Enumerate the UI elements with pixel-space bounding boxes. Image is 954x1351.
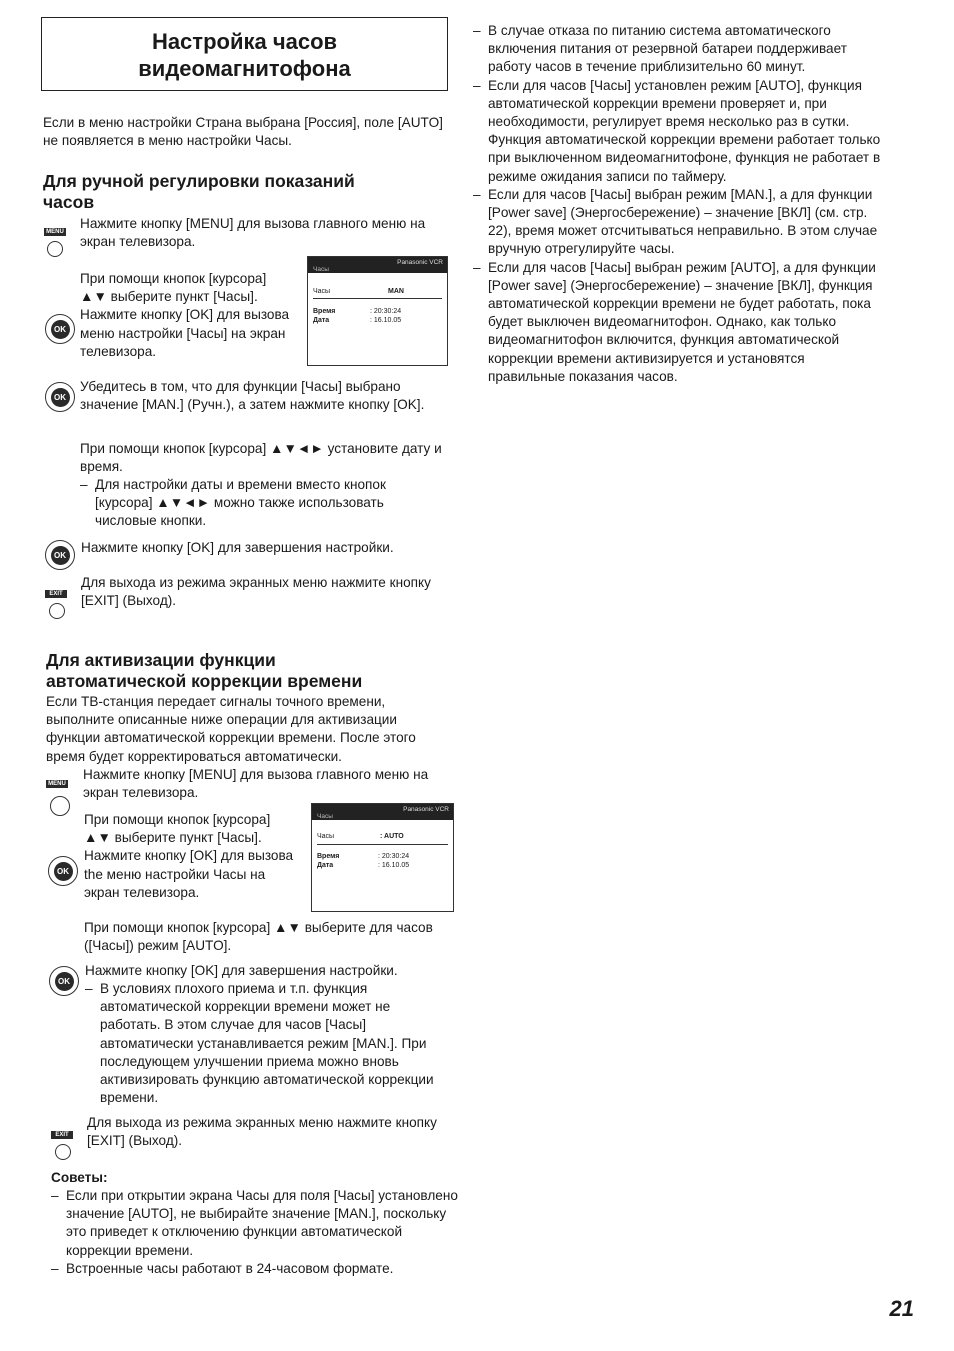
screen-row2-label: Время — [313, 308, 336, 315]
exit-key-label: EXIT — [51, 1131, 73, 1139]
manual-step-5: Нажмите кнопку [OK] для завершения настройки. — [81, 540, 394, 555]
screen-row1-value: MAN — [388, 288, 404, 295]
ok-key-label: OK — [51, 320, 70, 339]
manual-step-4-note: – Для настройки даты и времени вместо кнопок [курсора] ▲▼◄► можно также использовать числовые кнопки. — [80, 476, 440, 531]
screen-row3-label: Дата — [317, 862, 334, 869]
screen-divider — [317, 844, 448, 845]
tips-list — [51, 1187, 463, 1278]
right-note-text: Если для часов [Часы] установлен режим [AUTO], функция автоматической коррекции времени проверяет и, при необходимости, регулирует время несколько раз в сутки. — [488, 77, 862, 130]
right-column-notes — [473, 22, 883, 386]
auto-step-4: Нажмите кнопку [OK] для завершения настройки. — [85, 963, 398, 978]
ok-button-icon — [48, 856, 78, 886]
manual-heading-line-2: часов — [43, 192, 95, 212]
page-number: 21 — [889, 1296, 914, 1321]
ok-key-label: OK — [54, 862, 73, 881]
menu-key-label: MENU — [46, 780, 68, 788]
screen-header — [312, 804, 453, 820]
screen-row2-value: : 20:30:24 — [370, 308, 402, 315]
auto-step-4-notes — [85, 980, 450, 1107]
auto-step-1: Нажмите кнопку [MENU] для вызова главного меню на экран телевизора. — [83, 767, 429, 801]
exit-key-label: EXIT — [45, 590, 67, 598]
menu-key-label: MENU — [44, 228, 66, 236]
intro-text: Если в меню настройки Страна выбрана [Россия], поле [AUTO] не появляется в меню настройки Часы. — [43, 115, 443, 149]
ok-button-icon — [45, 382, 75, 412]
screen-row1-value: : AUTO — [380, 833, 404, 840]
right-note — [473, 77, 883, 186]
screen-brand: Panasonic VCR — [403, 806, 449, 813]
tips-item: – Если при открытии экрана Часы для поля [Часы] установлено значение [AUTO], не выбирайте значение [MAN.], поскольку это приведет к отключению функции автоматической коррекции времени. — [51, 1187, 463, 1260]
screen-tag: Часы — [313, 266, 329, 273]
manual-step-4: При помощи кнопок [курсора] ▲▼◄► установите дату и время. — [80, 441, 442, 475]
ok-key-label: OK — [55, 972, 74, 991]
right-note: – В случае отказа по питанию система автоматического включения питания от резервной батареи поддерживает работу часов в течение приблизительно 60 минут. — [473, 22, 883, 77]
auto-step-5: Для выхода из режима экранных меню нажмите кнопку [EXIT] (Выход). — [87, 1115, 437, 1149]
auto-step-4-note: – В условиях плохого приема и т.п. функция автоматической коррекции времени может не работать. В этом случае для часов [Часы] автоматически устанавливается режим [MAN.]. При последующем улучшении приема можно вновь активизировать функцию автоматической коррекции времени. — [85, 980, 450, 1107]
exit-circle-icon — [55, 1144, 71, 1160]
menu-button-icon — [44, 220, 66, 257]
screen-row3-value: : 16.10.05 — [378, 862, 410, 869]
manual-step-3: Убедитесь в том, что для функции [Часы] выбрано значение [MAN.] (Ручн.), а затем нажмите кнопку [OK]. — [80, 379, 425, 413]
page-title — [41, 17, 448, 91]
exit-circle-icon — [49, 603, 65, 619]
screen-row3-label: Дата — [313, 317, 330, 324]
exit-button-icon — [45, 582, 67, 619]
ok-button-icon — [49, 966, 79, 996]
menu-circle-icon — [47, 241, 63, 257]
screen-tag: Часы — [317, 813, 333, 820]
auto-intro: Если ТВ-станция передает сигналы точного времени, выполните описанные ниже операции для активизации функции автоматической коррекции времени. После этого время будет корректироваться автоматически. — [46, 694, 416, 764]
right-note: – Если для часов [Часы] выбран режим [MAN.], а для функции [Power save] (Энергосбережение) – значение [ВКЛ] (см. стр. 22), время может отсчитываться неправильно. В этом случае вручную отрегулируйте часы. — [473, 186, 883, 259]
tv-screen-manual — [307, 256, 448, 366]
screen-row2-label: Время — [317, 853, 340, 860]
ok-key-label: OK — [51, 546, 70, 565]
right-note: – Если для часов [Часы] выбран режим [AUTO], а для функции [Power save] (Энергосбережение) – значение [ВКЛ], функция автоматической коррекции времени не будет работать, пока будет выключен видеомагнитофон. Однако, как только видеомагнитофон включится, функция автоматической коррекции времени активизируется и установятся правильные показания часов. — [473, 259, 883, 386]
tv-screen-auto — [311, 803, 454, 912]
manual-step-1: Нажмите кнопку [MENU] для вызова главного меню на экран телевизора. — [80, 216, 426, 250]
screen-divider — [313, 298, 442, 299]
screen-brand: Panasonic VCR — [397, 259, 443, 266]
menu-circle-icon — [50, 796, 70, 816]
screen-row3-value: : 16.10.05 — [370, 317, 402, 324]
auto-heading-line-1: Для активизации функции — [46, 650, 276, 670]
manual-heading — [43, 171, 443, 213]
auto-step-2: При помощи кнопок [курсора] ▲▼ выберите пункт [Часы]. Нажмите кнопку [OK] для вызова the меню настройки Часы на экран телевизора. — [84, 812, 294, 900]
screen-row1-label: Часы — [313, 288, 331, 295]
right-note-extra: Функция автоматической коррекции времени работает только при выключенном видеомагнитофоне, функция не работает в режиме ожидания записи по таймеру. — [488, 132, 881, 184]
manual-step-4-notes — [80, 476, 440, 531]
auto-heading — [46, 650, 466, 692]
manual-step-6: Для выхода из режима экранных меню нажмите кнопку [EXIT] (Выход). — [81, 575, 431, 609]
auto-heading-line-2: автоматической коррекции времени — [46, 671, 363, 691]
screen-row2-value: : 20:30:24 — [378, 853, 410, 860]
screen-header — [308, 257, 447, 273]
ok-button-icon — [45, 540, 75, 570]
screen-row1-label: Часы — [317, 833, 335, 840]
manual-heading-line-1: Для ручной регулировки показаний — [43, 171, 355, 191]
tips-item: – Встроенные часы работают в 24-часовом формате. — [51, 1260, 463, 1278]
auto-step-3: При помощи кнопок [курсора] ▲▼ выберите для часов ([Часы]) режим [AUTO]. — [84, 920, 433, 954]
menu-button-icon — [46, 772, 70, 816]
ok-button-icon — [45, 314, 75, 344]
manual-step-2: При помощи кнопок [курсора] ▲▼ выберите пункт [Часы]. Нажмите кнопку [OK] для вызова меню настройки [Часы] на экран телевизора. — [80, 271, 290, 359]
title-line-2: видеомагнитофона — [138, 56, 351, 81]
title-line-1: Настройка часов — [151, 29, 338, 54]
exit-button-icon — [51, 1123, 73, 1160]
ok-key-label: OK — [51, 388, 70, 407]
tips-heading: Советы: — [51, 1170, 108, 1185]
